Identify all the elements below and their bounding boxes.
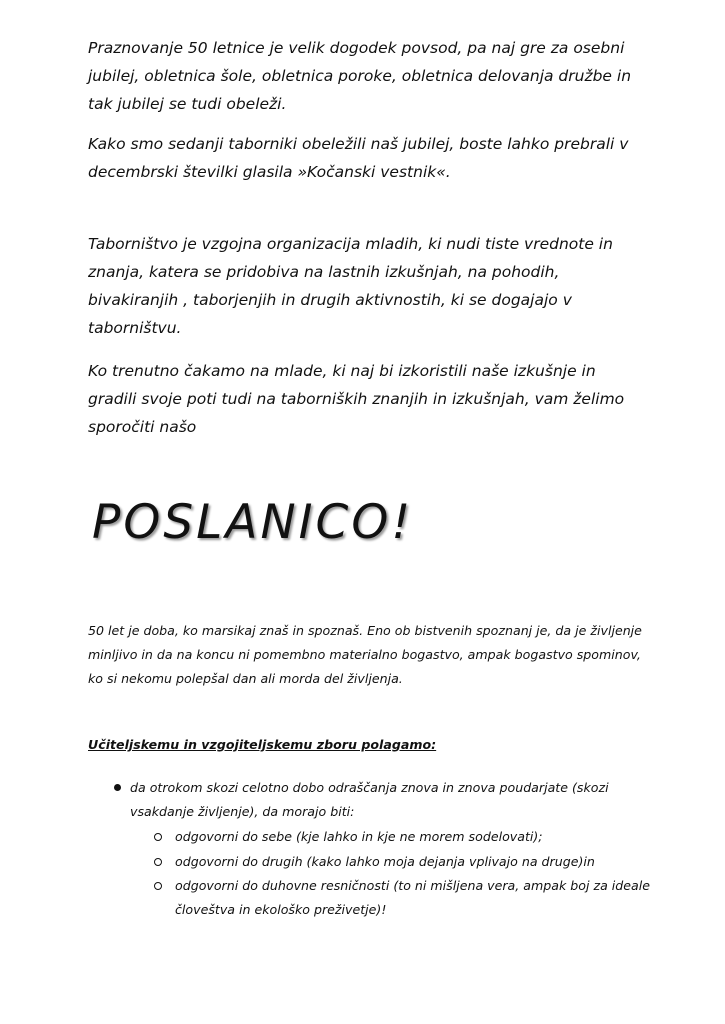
circle-bullet-icon [154, 833, 162, 841]
sub-bullet-text: odgovorni do duhovne resničnosti (to ni mišljena vera, ampak boj za ideale človeštva in ekološko preživetje)! [175, 878, 651, 917]
paragraph-scouting: Taborništvo je vzgojna organizacija mladih, ki nudi tiste vrednote in znanja, katera se pridobiva na lastnih izkušnjah, na pohodih, bivakiranjih , taborjenjih in drugih aktivnostih, ki se dogajajo v taborništvu. [88, 235, 613, 337]
subheading: Učiteljskemu in vzgojiteljskemu zboru polagamo: [88, 737, 437, 752]
bullet-dot-icon [114, 784, 121, 791]
paragraph-newsletter: Kako smo sedanji taborniki obeležili naš jubilej, boste lahko prebrali v decembrski številki glasila »Kočanski vestnik«. [88, 135, 629, 181]
circle-bullet-icon [154, 882, 162, 890]
headline: POSLANICO! [92, 495, 414, 550]
sub-bullet-text: odgovorni do drugih (kako lahko moja dejanja vplivajo na druge)in [175, 854, 595, 869]
paragraph-jubilee: Praznovanje 50 letnice je velik dogodek povsod, pa naj gre za osebni jubilej, obletnica šole, obletnica poroke, obletnica delovanja družbe in tak jubilej se tudi obeleži. [88, 39, 632, 113]
bullet-text: da otrokom skozi celotno dobo odraščanja znova in znova poudarjate (skozi vsakdanje življenje), da morajo biti: [130, 780, 609, 819]
circle-bullet-icon [154, 858, 162, 866]
paragraph-waiting: Ko trenutno čakamo na mlade, ki naj bi izkoristili naše izkušnje in gradili svoje poti tudi na taborniških znanjih in izkušnjah, vam želimo sporočiti našo [88, 362, 625, 436]
sub-bullet-text: odgovorni do sebe (kje lahko in kje ne morem sodelovati); [175, 829, 543, 844]
paragraph-fifty-years: 50 let je doba, ko marsikaj znaš in spoznaš. Eno ob bistvenih spoznanj je, da je življenje minljivo in da na koncu ni pomembno materialno bogastvo, ampak bogastvo spominov, ko si nekomu polepšal dan ali morda del življenja. [88, 623, 642, 686]
